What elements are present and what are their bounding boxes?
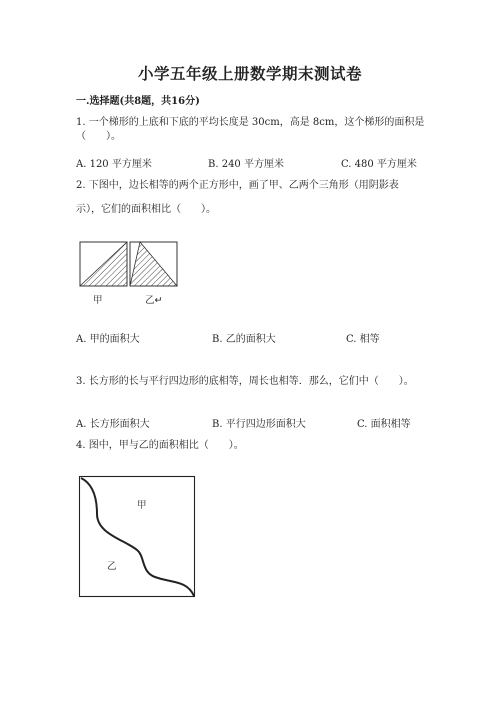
section-heading: 一.选择题(共8题，共16分) [76, 96, 200, 107]
question-1-option-c[interactable]: C. 480 平方厘米 [341, 159, 417, 170]
square-outline [80, 477, 195, 597]
question-3-option-a[interactable]: A. 长方形面积大 [76, 419, 150, 430]
question-2-blank: 示），它们的面积相比（ ）。 [76, 204, 216, 215]
question-1-blank: （ ）。 [76, 131, 121, 142]
triangle-yi [130, 242, 177, 286]
question-2-option-a[interactable]: A. 甲的面积大 [76, 334, 140, 345]
question-2-option-c[interactable]: C. 相等 [346, 334, 380, 345]
question-3-option-b[interactable]: B. 平行四边形面积大 [212, 419, 306, 430]
question-2-option-b[interactable]: B. 乙的面积大 [212, 334, 276, 345]
question-3-text: 3. 长方形的长与平行四边形的底相等，周长也相等．那么，它们中（ ）。 [76, 376, 414, 387]
page-title: 小学五年级上册数学期末测试卷 [137, 64, 362, 83]
question-1-text: 1. 一个梯形的上底和下底的平均长度是 30cm，高是 8cm，这个梯形的面积是 [76, 117, 425, 128]
question-3-option-c[interactable]: C. 面积相等 [357, 419, 411, 430]
dividing-curve [81, 478, 194, 596]
triangle-jia [80, 242, 127, 286]
question-1-option-a[interactable]: A. 120 平方厘米 [76, 159, 152, 170]
figure-4-label-jia: 甲 [137, 500, 147, 511]
question-4-text: 4. 图中，甲与乙的面积相比（ ）。 [76, 440, 244, 451]
figure-4-label-yi: 乙 [107, 561, 117, 572]
question-4-figure [79, 476, 195, 598]
figure-2-label-yi: 乙↵ [145, 295, 163, 306]
question-2-text: 2. 下图中，边长相等的两个正方形中，画了甲、乙两个三角形（用阴影表 [76, 180, 399, 191]
question-1-option-b[interactable]: B. 240 平方厘米 [208, 159, 284, 170]
figure-2-label-jia: 甲 [93, 295, 103, 306]
